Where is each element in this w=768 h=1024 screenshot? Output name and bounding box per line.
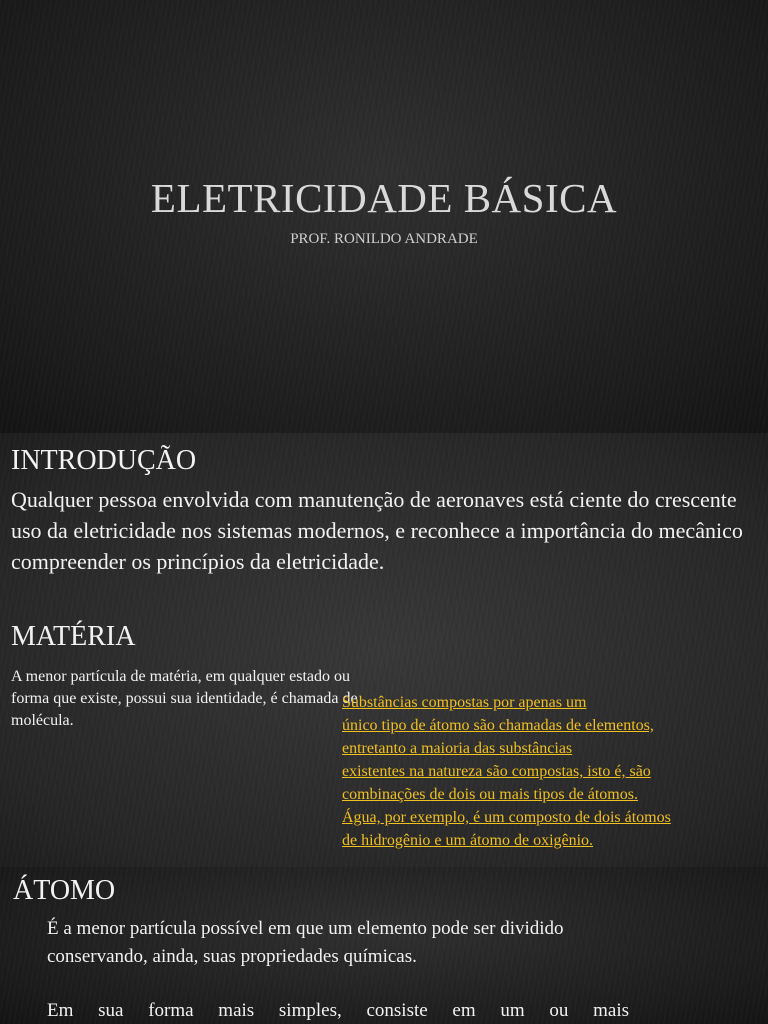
presentation-author: PROF. RONILDO ANDRADE <box>290 231 478 247</box>
materia-note-line: Água, por exemplo, é um composto de dois átomos <box>342 809 671 826</box>
title-slide <box>0 0 768 433</box>
materia-note-line: existentes na natureza são compostas, isto é, são <box>342 763 651 780</box>
materia-note-line: Substâncias compostas por apenas um <box>342 694 587 711</box>
materia-note-line: de hidrogênio e um átomo de oxigênio. <box>342 832 594 849</box>
introducao-slide <box>0 433 768 867</box>
introducao-text: Qualquer pessoa envolvida com manutenção de aeronaves está ciente do crescente uso da eletricidade nos sistemas modernos, e reconhece a importância do mecânico compreender os princípios da eletricidade. <box>11 487 743 574</box>
presentation-title: ELETRICIDADE BÁSICA <box>150 175 618 221</box>
materia-note-line: entretanto a maioria das substâncias <box>342 740 573 757</box>
atomo-text: É a menor partícula possível em que um elemento pode ser dividido conservando, ainda, suas propriedades químicas. <box>47 918 564 967</box>
atomo-heading: ÁTOMO <box>13 875 116 906</box>
materia-heading: MATÉRIA <box>11 621 136 652</box>
materia-note-line: combinações de dois ou mais tipos de átomos. <box>342 786 638 803</box>
atomo-text-continued: Em sua forma mais simples, consiste em um ou mais <box>47 1000 629 1021</box>
materia-text: A menor partícula de matéria, em qualquer estado ou forma que existe, possui sua identidade, é chamada de molécula. <box>11 668 358 729</box>
introducao-heading: INTRODUÇÃO <box>11 445 197 476</box>
materia-note-line: único tipo de átomo são chamadas de elementos, <box>342 717 654 734</box>
materia-note <box>342 691 762 852</box>
atomo-slide <box>0 867 768 1024</box>
